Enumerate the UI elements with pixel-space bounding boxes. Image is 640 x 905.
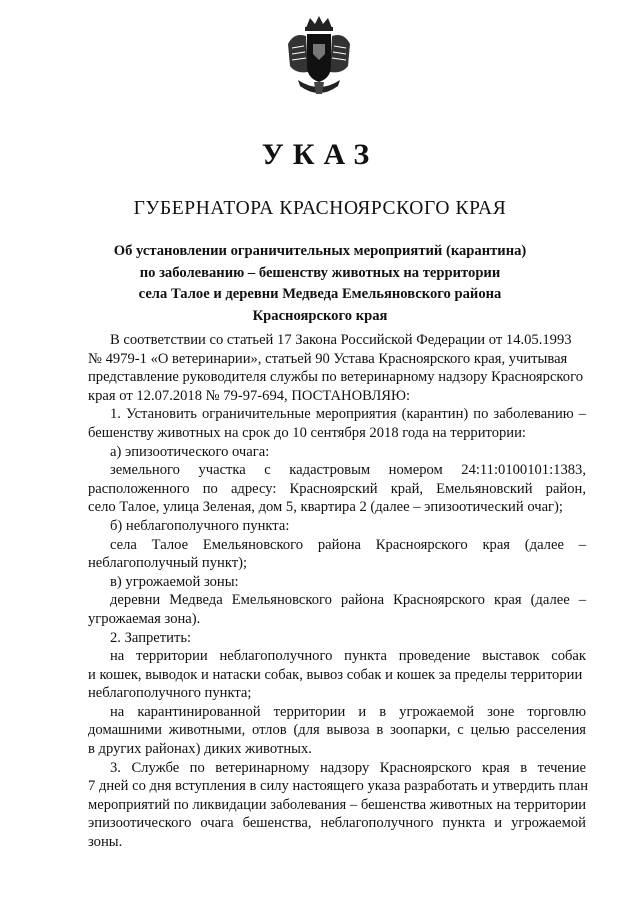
body-line: 3. Службе по ветеринарному надзору Красноярского края в течение	[110, 759, 586, 776]
body-line: представление руководителя службы по ветеринарному надзору Красноярского	[88, 369, 583, 386]
body-line: 2. Запретить:	[110, 629, 192, 646]
title-line: Об установлении ограничительных мероприятий (карантина)	[113, 243, 527, 259]
body-line: края от 12.07.2018 № 79-97-694, ПОСТАНОВЛЯЮ:	[88, 387, 411, 404]
body-line: мероприятий по ликвидации заболевания – бешенства животных на территории	[88, 796, 587, 813]
body-line: село Талое, улица Зеленая, дом 5, квартира 2 (далее – эпизоотический очаг);	[88, 499, 563, 516]
body-line: на карантинированной территории и в угрожаемой зоне торговлю	[110, 703, 586, 720]
title-line: Красноярского края	[252, 307, 388, 324]
title-line: села Талое и деревни Медведа Емельяновского района	[138, 286, 502, 302]
body-line: б) неблагополучного пункта:	[110, 517, 290, 534]
document-title	[90, 241, 550, 327]
title-line: по заболеванию – бешенству животных на территории	[139, 264, 501, 281]
document-type: УКАЗ	[261, 138, 379, 171]
body-line: расположенного по адресу: Красноярский край, Емельяновский район,	[88, 480, 586, 497]
body-line: № 4979-1 «О ветеринарии», статьей 90 Устава Красноярского края, учитывая	[88, 350, 568, 367]
body-line: в) угрожаемой зоны:	[110, 573, 239, 590]
body-line: В соответствии со статьей 17 Закона Российской Федерации от 14.05.1993	[110, 332, 572, 348]
document-body	[88, 331, 586, 852]
body-line: 1. Установить ограничительные мероприятия (карантин) по заболеванию –	[110, 406, 586, 423]
body-line: неблагополучного пункта;	[88, 685, 252, 702]
body-line: зоны.	[88, 834, 123, 851]
body-line: а) эпизоотического очага:	[110, 443, 270, 460]
body-line: домашними животными, отлов (для вывоза в зоопарки, с целью расселения	[88, 722, 586, 739]
body-line: неблагополучный пункт);	[88, 555, 248, 572]
coat-of-arms-emblem	[284, 14, 354, 100]
body-line: 7 дней со дня вступления в силу настоящего указа разработать и утвердить план	[88, 778, 588, 795]
body-line: в других районах) диких животных.	[88, 741, 312, 758]
body-line: угрожаемая зона).	[88, 610, 201, 627]
body-line: эпизоотического очага бешенства, неблагополучного пункта и угрожаемой	[88, 815, 586, 832]
body-line: земельного участка с кадастровым номером 24:11:0100101:1383,	[110, 462, 586, 479]
body-line: села Талое Емельяновского района Красноярского края (далее –	[110, 536, 586, 553]
body-line: бешенству животных на срок до 10 сентября 2018 года на территории:	[88, 424, 526, 441]
body-line: и кошек, выводок и натаски собак, вывоз собак и кошек за пределы территории	[88, 666, 583, 683]
body-line: деревни Медведа Емельяновского района Красноярского края (далее –	[110, 592, 586, 609]
issuing-authority: ГУБЕРНАТОРА КРАСНОЯРСКОГО КРАЯ	[133, 198, 507, 219]
body-line: на территории неблагополучного пункта проведение выставок собак	[110, 648, 586, 665]
